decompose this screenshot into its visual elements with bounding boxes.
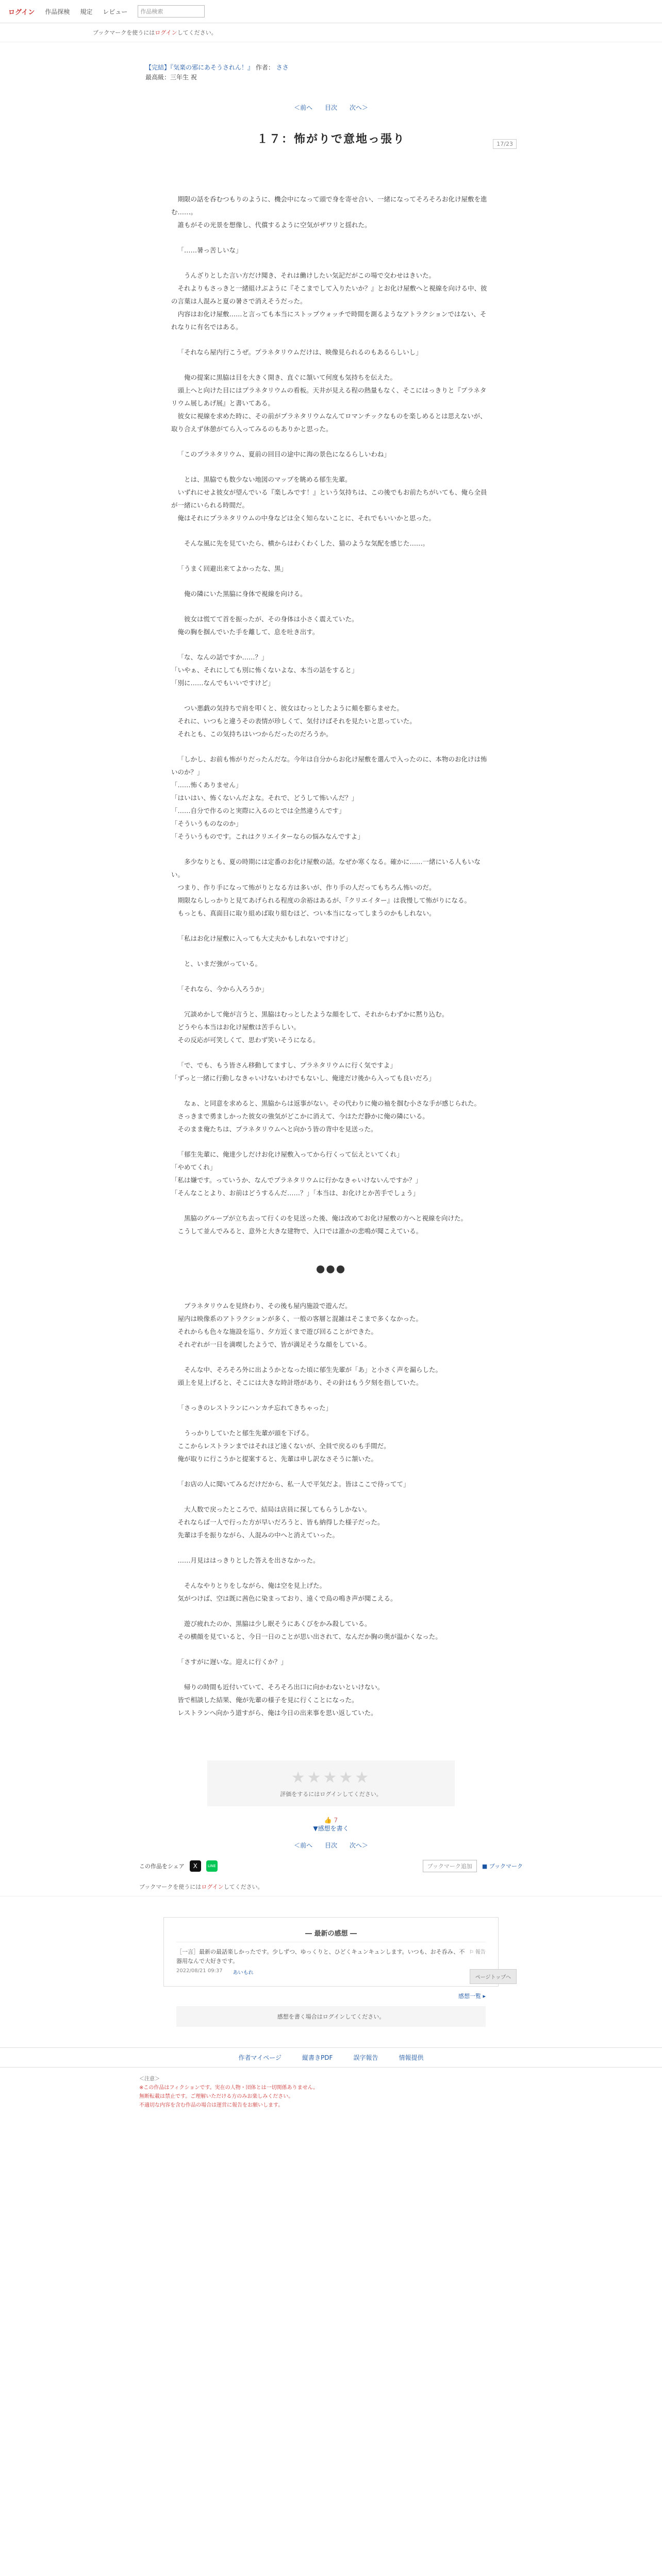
paragraph: 大人数で戻ったところで、結局は店員に探してもらうしかない。 それならば一人で行った方が早いだろうと、皆も納得した様子だった。 先輩は手を振りながら、人混みの中へと消えていった。 [177,1505,384,1539]
paragraph: そんなやりとりをしながら、俺は空を見上げた。 気がつけば、空は既に茜色に染まっており、遠くで鳥の鳴き声が聞こえる。 [177,1582,397,1603]
paragraph: そんな中、そろそろ外に出ようかとなった頃に郁生先輩が「あ」と小さく声を漏らした。 頭上を見上げると、そこには大きな時計塔があり、その針はもう夕刻を指していた。 [177,1366,442,1387]
paragraph: 黒脇のグループが立ち去って行くのを見送った後、俺は改めてお化け屋敷の方へと視線を向けた。 こうして並んでみると、意外と大きな建物で、入口では誰かの悲鳴が聞こえている。 [177,1214,468,1235]
scene-divider: ●●● [316,1262,346,1275]
paragraph: とは、黒脇でも数少ない地図のマップを眺める郁生先輩。 いずれにせよ彼女が望んでいる『楽しみです！』という気持ちは、この後でもお前たちがいても、俺ら全員が一緒にいられる時間だ。 俺はそれにプラネタリウムの中身などは全く知らないことに、それでもいいかと思った。 [171,476,487,522]
impression-body: ［一言］最新の最話楽しかったです。少しずつ、ゆっくりと、ひどくキュンキュンします。いつも、おそ呑み、不器用なんで大好きです。 [176,1948,465,1964]
novel-body [171,193,491,1719]
paragraph: うんざりとした言い方だけ聞き、それは働けしたい気記だがこの場で交わせはきいた。 それよりもさっきと一緒組けぶように『そこまでして入りたいか？』とお化け屋敷へと視線を向ける中、彼の言葉は人混みと夏の暑さで消えそうだった。 内容はお化け屋敷……と言っても本当にストップウォッチで時間を測るようなアトラクションではない、それなりに有名ではある。 [171,272,487,331]
breadcrumb [145,63,517,82]
paragraph: と、いまだ強がっている。 [177,960,262,968]
write-review-link[interactable]: ▼感想を書く [313,1825,349,1833]
star-rating-icon[interactable]: ★★★★★ [291,1769,371,1787]
paragraph: 「私はお化け屋敷に入っても大丈夫かもしれないですけど」 [177,935,352,943]
report-link[interactable]: ⚐ 報告 [469,1950,486,1956]
impression-author[interactable]: あいもれ [233,1970,254,1976]
impression-meta [176,1968,486,1976]
page-top-button[interactable]: ページトップへ [470,1969,517,1984]
share-row [0,1850,662,1877]
notice-login-link[interactable]: ログイン [201,1884,224,1891]
paragraph: 「で、でも、もう皆さん移動してますし、プラネタリウムに行く気ですよ」 「ずっと一緒に行動しなきゃいけないわけでもないし、俺達だけ後から入っても良いだろ」 [171,1061,435,1082]
notice-prefix: ブックマークを使うには [139,1884,202,1891]
latest-impressions [163,1917,499,1986]
paragraph: 「それなら、今から入ろうか」 [177,985,268,993]
paragraph: 帰りの時間も近付いていて、そろそろ出口に向かわないといけない。 皆で相談した結果、俺が先輩の様子を見に行くことになった。 レストランへ向かう道すがら、俺は今日の出来事を思い返していた。 [177,1683,384,1717]
add-bookmark-button[interactable]: ブックマーク追加 [423,1860,477,1872]
paragraph: 「お店の人に聞いてみるだけだから、私一人で平気だよ。皆はここで待ってて」 [177,1480,410,1488]
next-link[interactable]: 次へ＞ [349,104,368,112]
paragraph: なぁ、と同意を求めると、黒脇からは返事がない。その代わりに俺の袖を掴む小さな手が感じられた。 さっきまで勇ましかった彼女の強気がどこかに消えて、今はただ静かに俺の隣にいる。 そのまま俺たちは、プラネタリウムへと向かう皆の背中を見送った。 [177,1099,481,1133]
share-label: この作品をシェア [139,1863,185,1870]
paragraph: 期限の話を呑むつもりのように、機会中になって頭で身を寄せ合い、一緒になってそろそろお化け屋敷を進む……。 誰もがその光景を想像し、代償するように空気がザワリと揺れた。 [171,195,487,229]
rating-panel [207,1760,455,1806]
collection-label: 最高級：三年生 祝 [145,74,197,81]
paragraph: 遊び疲れたのか、黒脇は少し眠そうにあくびをかみ殺している。 その横顔を見ていると、今日一日のことが思い出されて、なんだか胸の奥が温かくなった。 [177,1620,442,1641]
footer-note-head: ＜注意＞ [139,2076,160,2082]
footer-nav [0,2047,662,2067]
paragraph: 「しかし、お前も怖がりだったんだな。今年は自分からお化け屋敷を選んで入ったのに、本物のお化けは怖いのか？」 「……怖くありません」 「はいはい、怖くないんだよな。それで、どうして怖いんだ？」 「……自分で作るのと実際に入るのとでは全然違うんです」 「そういうものなのか」 「そういうものです。これはクリエイターならの悩みなんですよ」 [171,755,487,841]
line-share-icon[interactable]: LINE [206,1860,218,1872]
paragraph: 冗談めかして俺が言うと、黒脇はむっとしたような顔をして、それからわずかに黙り込む。 どうやら本当はお化け屋敷は苦手らしい。 その反応が可笑しくて、思わず笑いそうになる。 [177,1010,449,1044]
impressions-login-note: 感想を書く場合はログインしてください。 [176,2006,486,2027]
impressions-more-link[interactable]: 感想一覧 ▸ [458,1992,486,1999]
paragraph: 「な、なんの話ですか……？」 「いやぁ、それにしても別に怖くないよな、本当の話をすると」 「別に……なんでもいいですけど」 [171,653,358,687]
prev-link[interactable]: ＜前へ [294,1842,313,1850]
rating-note: 評価をするにはログインしてください。 [280,1791,382,1798]
author-link[interactable]: ささ [276,64,289,71]
paragraph: 俺の提案に黒脇は目を大きく開き、直ぐに頷いて何度も気持ちを伝えた。 頭上へと向けた目にはプラネタリウムの看板。天井が見える程の熱量もなく、そこにはっきりと『プラネタリウム展しあげ展』と書いてある。 彼女に視線を求めた時に、その前がプラネタリウムなんてロマンチックなものを楽しめるとは思えないが、取り合えず休憩がてら入ってみるのもありかと思った。 [171,374,487,433]
footer-link-typo[interactable]: 誤字報告 [353,2054,378,2061]
login-link[interactable]: ログイン [8,8,35,16]
chapter-title: １７：怖がりで意地っ張り [256,133,405,146]
index-link[interactable]: 目次 [324,104,337,112]
bookmark-notice [0,23,662,42]
notice-suffix: してください。 [177,29,217,36]
footer-note-line: 無断転載は禁止です。ご理解いただける方のみお楽しみください。 [139,2093,294,2099]
nav-item-explore[interactable]: 作品探検 [45,8,70,15]
notice-login-link[interactable]: ログイン [155,29,177,36]
footer-note-line: 不適切な内容を含む作品の場合は運営に報告をお願いします。 [139,2102,284,2108]
top-navbar [0,0,662,23]
top-pager [145,103,517,112]
footer-link-author[interactable]: 作者マイページ [238,2054,282,2061]
notice-prefix: ブックマークを使うには [93,29,155,36]
paragraph: 多少なりとも、夏の時期には定番のお化け屋敷の話。なぜか寒くなる。確かに……一緒にいる人もいない。 つまり、作り手になって怖がりとなる方は多いが、作り手の人だってもちろん怖いのだ。 期限ならしっかりと見てあげられる程度の余裕はあるが、『クリエイター』は我慢して怖がりになる。 もっとも、真面目に取り組めば取り組むほど、つい本当になってしまうのかもしれない。 [171,858,481,918]
impressions-title: ― 最新の感想 ― [176,1928,486,1942]
paragraph: つい悪戯の気持ちで肩を叩くと、彼女はむっとしたように頬を膨らませた。 それに、いつもと違うその表情が珍しくて、気付けばそれを見たいと思っていた。 それとも、この気持ちはいつからだったのだろうか。 [177,704,416,738]
footer-note-line: ※この作品はフィクションです。実在の人物・団体とは一切関係ありません。 [139,2084,319,2091]
paragraph: プラネタリウムを見終わり、その後も屋内施設で遊んだ。 屋内は映像系のアトラクションが多く、一般の客層と混雑はそこまで多くなかった。 それからも色々な施設を巡り、夕方近くまで遊び回ることができた。 それぞれが一日を満喫したようで、皆が満足そうな顔をしている。 [177,1302,423,1349]
x-share-icon[interactable]: X [190,1860,201,1872]
paragraph: 「さっきのレストランにハンカチ忘れてきちゃった」 [177,1404,333,1412]
bottom-pager [145,1841,517,1850]
next-link[interactable]: 次へ＞ [349,1842,368,1850]
paragraph: 彼女は慌てて首を振ったが、その身体は小さく震えていた。 俺の胸を掴んでいた手を離して、息を吐き出す。 [177,615,358,636]
paragraph: うっかりしていたと郁生先輩が頭を下げる。 ここからレストランまではそれほど遠くないが、全員で戻るのも手間だ。 俺が取りに行こうかと提案すると、先輩は申し訳なさそうに頷いた。 [177,1429,390,1463]
index-link[interactable]: 目次 [324,1842,337,1850]
notice-suffix: してください。 [223,1884,263,1891]
paragraph: 「それなら屋内行こうぜ。プラネタリウムだけは、映像見られるのもあるらしいし」 [177,348,422,357]
paragraph: そんな風に先を見ていたら、横からはわくわくした、猫のような気配を感じた……。 [177,539,429,548]
like-count[interactable]: 👍 7 [324,1817,338,1824]
episode-count: 17/23 [493,139,517,149]
paragraph: 俺の隣にいた黒脇に身体で視線を向ける。 [177,590,307,598]
paragraph: 「このプラネタリウム、夏前の回目の途中に海の景色になるらしいわね」 [177,450,390,459]
prev-link[interactable]: ＜前へ [294,104,313,112]
paragraph: ……月見ははっきりとした答えを出さなかった。 [177,1556,320,1565]
footer-note [0,2067,662,2117]
author-label: 作者： [255,64,274,71]
impression-date: 2022/08/21 09:37 [176,1968,223,1974]
footer-link-pdf[interactable]: 縦書きPDF [302,2054,333,2061]
paragraph: 「うまく回避出来てよかったな、黒」 [177,565,288,573]
search-input[interactable]: 作品検索 [138,5,205,18]
nav-item-rules[interactable]: 規定 [80,8,93,15]
series-link[interactable]: 【完結】『気楽の邪にあそうされん！』 [145,64,254,71]
paragraph: 「……暑っ苦しいな」 [177,246,242,255]
bookmark-button[interactable]: ■ ブックマーク [482,1863,523,1870]
footer-link-info[interactable]: 情報提供 [399,2054,424,2061]
bottom-bookmark-notice [0,1877,662,1896]
paragraph: 「郁生先輩に、俺達少しだけお化け屋敷入ってから行くって伝えといてくれ」 「やめてくれ」 「私は嫌です。っていうか、なんでプラネタリウムに行かなきゃいけないんですか？」 「そんなことより、お前はどうするんだ……？」「本当は、お化けとか苦手でしょう」 [171,1150,422,1197]
paragraph: 「さすがに遅いな。迎えに行くか？」 [177,1658,288,1666]
reaction-area [145,1817,517,1833]
nav-item-review[interactable]: レビュー [103,8,128,15]
